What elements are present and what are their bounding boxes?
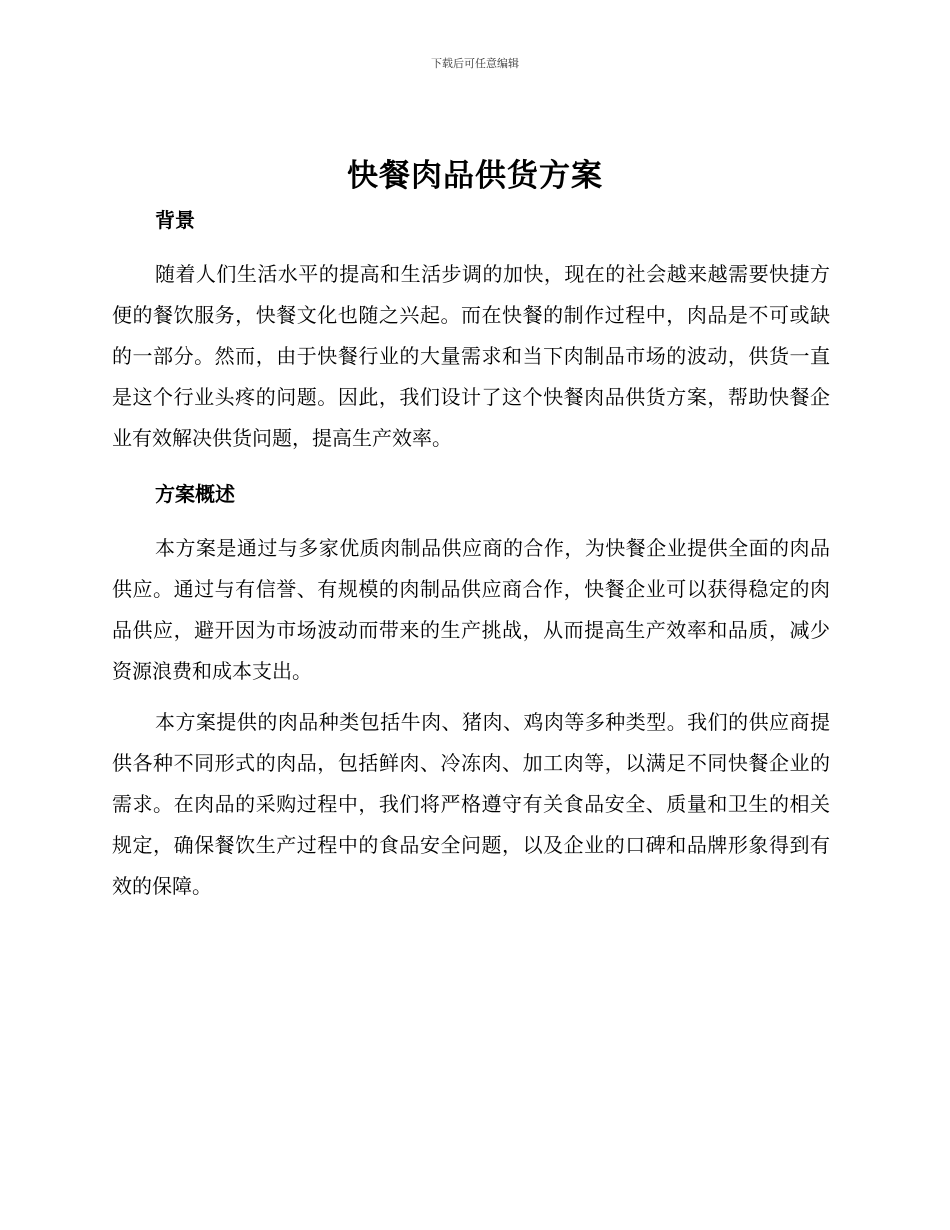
section-heading-background: 背景 (155, 208, 195, 232)
overview-paragraph-1: 本方案是通过与多家优质肉制品供应商的合作，为快餐企业提供全面的肉品供应。通过与有信誉、有规模的肉制品供应商合作，快餐企业可以获得稳定的肉品供应，避开因为市场波动而带来的生产挑战，从而提高生产效率和品质，减少资源浪费和成本支出。 (112, 536, 830, 683)
background-paragraph: 随着人们生活水平的提高和生活步调的加快，现在的社会越来越需要快捷方便的餐饮服务，快餐文化也随之兴起。而在快餐的制作过程中，肉品是不可或缺的一部分。然而，由于快餐行业的大量需求和当下肉制品市场的波动，供货一直是这个行业头疼的问题。因此，我们设计了这个快餐肉品供货方案，帮助快餐企业有效解决供货问题，提高生产效率。 (112, 262, 830, 450)
section-heading-overview: 方案概述 (155, 482, 235, 506)
overview-paragraph-2: 本方案提供的肉品种类包括牛肉、猪肉、鸡肉等多种类型。我们的供应商提供各种不同形式的肉品，包括鲜肉、冷冻肉、加工肉等，以满足不同快餐企业的需求。在肉品的采购过程中，我们将严格遵守有关食品安全、质量和卫生的相关规定，确保餐饮生产过程中的食品安全问题，以及企业的口碑和品牌形象得到有效的保障。 (112, 710, 830, 898)
header-note: 下载后可任意编辑 (431, 57, 519, 70)
page-title: 快餐肉品供货方案 (347, 158, 603, 194)
document-body (112, 200, 830, 907)
